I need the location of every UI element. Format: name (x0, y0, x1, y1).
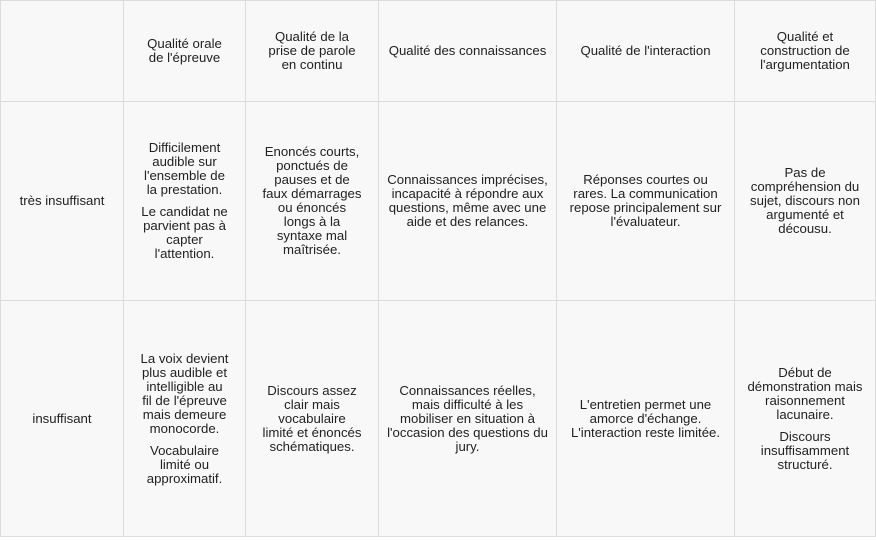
header-oral-quality: Qualité orale de l'épreuve (124, 1, 246, 102)
cell-text: Enoncés courts, ponctués de pauses et de faux démarrages ou énoncés longs à la syntaxe mal maîtrisée. (262, 144, 362, 257)
table-cell (557, 102, 735, 301)
header-row (1, 1, 876, 102)
cell-text: Connaissances réelles, mais difficulté à les mobiliser en situation à l'occasion des questions du jury. (387, 382, 548, 454)
cell-text: La voix devient plus audible et intelligible au fil de l'épreuve mais demeure monocorde. (140, 350, 229, 436)
table-row (1, 102, 876, 301)
cell-text: Difficilement audible sur l'ensemble de la prestation. (144, 140, 225, 197)
table-cell (557, 301, 735, 537)
header-argumentation-quality: Qualité et construction de l'argumentation (735, 1, 876, 102)
cell-text: L'entretien permet une amorce d'échange. L'interaction reste limitée. (570, 396, 721, 440)
table-cell (735, 301, 876, 537)
table-cell (379, 102, 557, 301)
row-label: insuffisant (1, 301, 124, 537)
cell-text: Discours assez clair mais vocabulaire limité et énoncés schématiques. (262, 382, 362, 454)
cell-text: Vocabulaire limité ou approximatif. (146, 442, 223, 486)
cell-text: Début de démonstration mais raisonnement lacunaire. (747, 364, 863, 422)
table-cell (124, 102, 246, 301)
table-cell (379, 301, 557, 537)
cell-text: Réponses courtes ou rares. La communication repose principalement sur l'évaluateur. (569, 172, 722, 229)
cell-text: Le candidat ne parvient pas à capter l'attention. (141, 204, 228, 261)
header-interaction-quality: Qualité de l'interaction (557, 1, 735, 102)
row-label: très insuffisant (1, 102, 124, 301)
table-cell (124, 301, 246, 537)
header-corner (1, 1, 124, 102)
cell-text: Pas de compréhension du sujet, discours non argumenté et décousu. (750, 165, 860, 236)
table-cell (246, 102, 379, 301)
header-knowledge-quality: Qualité des connaissances (379, 1, 557, 102)
table-cell (735, 102, 876, 301)
cell-text: Connaissances imprécises, incapacité à répondre aux questions, même avec une aide et des relances. (387, 172, 548, 229)
header-continuous-speech: Qualité de la prise de parole en continu (246, 1, 379, 102)
cell-text: Discours insuffisamment structuré. (760, 428, 850, 472)
table-row (1, 301, 876, 537)
table-cell (246, 301, 379, 537)
